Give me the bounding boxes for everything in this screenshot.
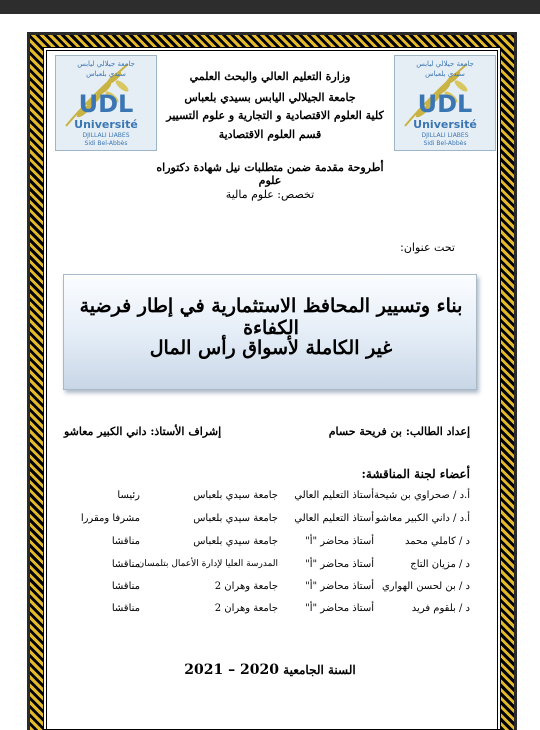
member-name: د / بن لحسن الهواري: [381, 581, 470, 592]
thesis-title-box: [63, 274, 477, 390]
member-rank: أستاذ التعليم العالي: [294, 513, 374, 524]
academic-year-label: السنة الجامعية: [283, 663, 356, 677]
svg-text:سيدي بلعباس: سيدي بلعباس: [425, 70, 465, 78]
faculty-name: كلية العلوم الاقتصادية و التجارية و علوم التسيير: [166, 109, 384, 122]
member-rank: أستاذ التعليم العالي: [294, 490, 374, 501]
svg-text:UDL: UDL: [417, 90, 473, 118]
member-institution: جامعة وهران 2: [214, 581, 278, 592]
top-bar: [0, 0, 540, 14]
committee-row: [0, 603, 540, 619]
member-role: مناقشا: [111, 536, 140, 547]
member-rank: أستاذ محاضر "أ": [305, 603, 374, 614]
thesis-title-line-1: بناء وتسيير المحافظ الاستثمارية في إطار فرضية الكفاءة: [79, 295, 463, 339]
member-role: مناقشا: [111, 559, 140, 570]
member-rank: أستاذ محاضر "أ": [305, 536, 374, 547]
university-name: جامعة الجيلالي اليابس بسيدي بلعباس: [184, 91, 356, 104]
member-role: مناقشا: [111, 581, 140, 592]
ministry-name: وزارة التعليم العالي والبحث العلمي: [189, 70, 351, 83]
svg-text:جامعة جيلالي ليابس: جامعة جيلالي ليابس: [77, 60, 135, 68]
svg-text:DJILLALI LIABES: DJILLALI LIABES: [82, 132, 130, 139]
member-role: مشرفا ومقررا: [80, 513, 140, 524]
thesis-statement: أطروحة مقدمة ضمن متطلبات نيل شهادة دكتوراه علوم: [156, 161, 384, 187]
svg-text:Université: Université: [413, 118, 477, 131]
member-name: أ.د / داني الكبير معاشو: [375, 513, 470, 524]
member-name: د / مزيان التاج: [410, 559, 470, 570]
member-role: مناقشا: [111, 603, 140, 614]
thesis-title-line-2: غير الكاملة لأسواق رأس المال: [149, 337, 393, 359]
svg-text:Sidi Bel-Abbès: Sidi Bel-Abbès: [84, 140, 128, 147]
academic-year-value: 2020 – 2021: [184, 662, 279, 678]
member-rank: أستاذ محاضر "أ": [305, 581, 374, 592]
svg-text:Sidi Bel-Abbès: Sidi Bel-Abbès: [423, 140, 467, 147]
university-logo-left: [55, 55, 157, 151]
member-institution: جامعة سيدي بلعباس: [193, 490, 278, 501]
university-logo-right: [394, 55, 496, 151]
member-institution: المدرسة العليا لإدارة الأعمال بتلمسان: [137, 559, 278, 569]
supervisor-name: إشراف الأستاذ: داني الكبير معاشو: [64, 425, 222, 438]
committee-row: [0, 559, 540, 575]
specialization: تخصص: علوم مالية: [225, 188, 315, 201]
committee-row: [0, 581, 540, 597]
member-institution: جامعة سيدي بلعباس: [193, 513, 278, 524]
svg-text:جامعة جيلالي ليابس: جامعة جيلالي ليابس: [416, 60, 474, 68]
svg-text:UDL: UDL: [78, 90, 134, 118]
member-institution: جامعة سيدي بلعباس: [193, 536, 278, 547]
under-title-label: تحت عنوان:: [400, 241, 455, 254]
committee-heading: أعضاء لجنة المناقشة:: [361, 467, 470, 481]
academic-year: [150, 662, 390, 678]
committee-row: [0, 536, 540, 552]
committee-row: [0, 513, 540, 529]
member-name: أ.د / صحراوي بن شيحة: [373, 490, 470, 501]
member-name: د / بلقوم فريد: [411, 603, 470, 614]
svg-text:Université: Université: [74, 118, 138, 131]
member-institution: جامعة وهران 2: [214, 603, 278, 614]
member-rank: أستاذ محاضر "أ": [305, 559, 374, 570]
member-name: د / كاملي محمد: [404, 536, 470, 547]
department-name: قسم العلوم الاقتصادية: [218, 128, 322, 141]
committee-row: [0, 490, 540, 506]
svg-text:سيدي بلعباس: سيدي بلعباس: [86, 70, 126, 78]
member-role: رئيسا: [117, 490, 140, 501]
student-name: إعداد الطالب: بن فريحة حسام: [328, 425, 470, 438]
svg-text:DJILLALI LIABES: DJILLALI LIABES: [421, 132, 469, 139]
